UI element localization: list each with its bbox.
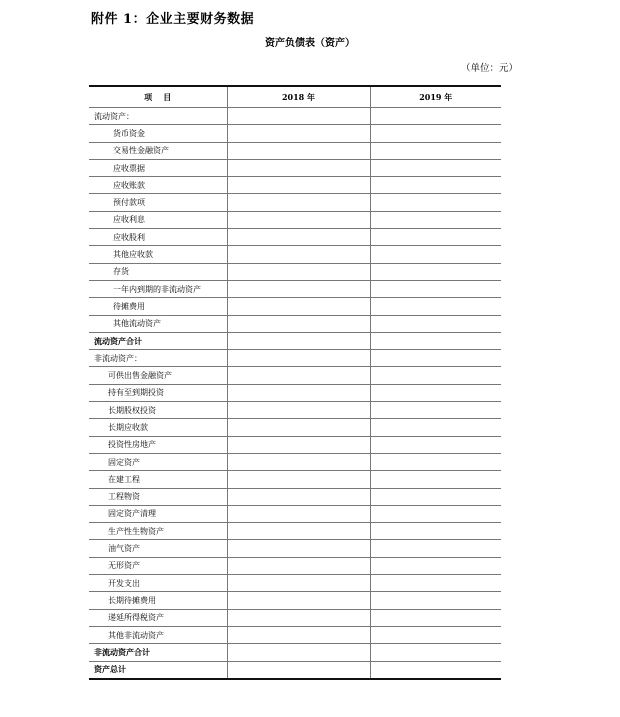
table-row (89, 540, 501, 557)
cell-2018[interactable] (227, 246, 370, 263)
table-row (89, 177, 501, 194)
table-row (89, 557, 501, 574)
table-row (89, 644, 501, 661)
cell-2019[interactable] (370, 402, 501, 419)
annex-title: 附件 1：企业主要财务数据 (91, 12, 255, 27)
cell-2019[interactable] (370, 315, 501, 332)
cell-2018[interactable] (227, 350, 370, 367)
table-row (89, 159, 501, 176)
table-row (89, 626, 501, 643)
cell-2018[interactable] (227, 315, 370, 332)
row-label: 流动资产： (89, 108, 227, 125)
cell-2019[interactable] (370, 229, 501, 246)
row-label: 长期股权投资 (89, 402, 227, 419)
table-row (89, 488, 501, 505)
cell-2018[interactable] (227, 453, 370, 470)
table-row (89, 523, 501, 540)
table-row (89, 419, 501, 436)
cell-2019[interactable] (370, 280, 501, 297)
cell-2018[interactable] (227, 488, 370, 505)
cell-2018[interactable] (227, 229, 370, 246)
row-label: 生产性生物资产 (89, 523, 227, 540)
column-header-2019: 2019 年 (370, 86, 501, 108)
cell-2018[interactable] (227, 384, 370, 401)
table-row (89, 108, 501, 125)
row-label: 待摊费用 (89, 298, 227, 315)
cell-2018[interactable] (227, 263, 370, 280)
cell-2018[interactable] (227, 523, 370, 540)
cell-2019[interactable] (370, 159, 501, 176)
cell-2019[interactable] (370, 609, 501, 626)
row-label: 资产总计 (89, 661, 227, 679)
row-label: 固定资产 (89, 453, 227, 470)
table-row (89, 332, 501, 349)
cell-2018[interactable] (227, 436, 370, 453)
row-label: 在建工程 (89, 471, 227, 488)
cell-2019[interactable] (370, 592, 501, 609)
table-row (89, 125, 501, 142)
table-row (89, 246, 501, 263)
table-row (89, 350, 501, 367)
cell-2019[interactable] (370, 453, 501, 470)
cell-2018[interactable] (227, 280, 370, 297)
row-label: 应收股利 (89, 229, 227, 246)
cell-2019[interactable] (370, 177, 501, 194)
table-row (89, 453, 501, 470)
row-label: 流动资产合计 (89, 332, 227, 349)
cell-2018[interactable] (227, 471, 370, 488)
row-label: 存货 (89, 263, 227, 280)
row-label: 一年内到期的非流动资产 (89, 280, 227, 297)
table-row (89, 436, 501, 453)
cell-2018[interactable] (227, 419, 370, 436)
table-row (89, 367, 501, 384)
cell-2019[interactable] (370, 142, 501, 159)
cell-2019[interactable] (370, 194, 501, 211)
table-row (89, 280, 501, 297)
cell-2019[interactable] (370, 419, 501, 436)
table-row (89, 402, 501, 419)
cell-2019[interactable] (370, 246, 501, 263)
cell-2019[interactable] (370, 540, 501, 557)
cell-2019[interactable] (370, 125, 501, 142)
cell-2019[interactable] (370, 350, 501, 367)
cell-2018[interactable] (227, 505, 370, 522)
cell-2019[interactable] (370, 367, 501, 384)
row-label: 其他非流动资产 (89, 626, 227, 643)
cell-2018[interactable] (227, 108, 370, 125)
cell-2019[interactable] (370, 557, 501, 574)
row-label: 无形资产 (89, 557, 227, 574)
cell-2018[interactable] (227, 298, 370, 315)
row-label: 长期待摊费用 (89, 592, 227, 609)
column-header-item: 项 目 (89, 86, 227, 108)
table-header-row (89, 86, 501, 108)
cell-2018[interactable] (227, 644, 370, 661)
row-label: 递延所得税资产 (89, 609, 227, 626)
cell-2019[interactable] (370, 471, 501, 488)
cell-2019[interactable] (370, 661, 501, 679)
table-title: 资产负债表（资产） (265, 38, 355, 49)
unit-label: （单位：元） (460, 63, 518, 74)
cell-2019[interactable] (370, 436, 501, 453)
cell-2019[interactable] (370, 523, 501, 540)
table-row (89, 471, 501, 488)
row-label: 油气资产 (89, 540, 227, 557)
table-row (89, 194, 501, 211)
cell-2018[interactable] (227, 592, 370, 609)
row-label: 其他流动资产 (89, 315, 227, 332)
balance-sheet-table (89, 85, 501, 680)
cell-2018[interactable] (227, 367, 370, 384)
cell-2018[interactable] (227, 125, 370, 142)
cell-2018[interactable] (227, 609, 370, 626)
cell-2018[interactable] (227, 194, 370, 211)
table-row (89, 575, 501, 592)
cell-2019[interactable] (370, 626, 501, 643)
table-row (89, 609, 501, 626)
column-header-2018: 2018 年 (227, 86, 370, 108)
cell-2019[interactable] (370, 108, 501, 125)
row-label: 预付款项 (89, 194, 227, 211)
cell-2018[interactable] (227, 557, 370, 574)
row-label: 持有至到期投资 (89, 384, 227, 401)
table-row (89, 142, 501, 159)
row-label: 可供出售金融资产 (89, 367, 227, 384)
table-row (89, 298, 501, 315)
cell-2019[interactable] (370, 298, 501, 315)
row-label: 其他应收款 (89, 246, 227, 263)
table-body (89, 108, 501, 679)
row-label: 应收账款 (89, 177, 227, 194)
cell-2018[interactable] (227, 142, 370, 159)
row-label: 应收利息 (89, 211, 227, 228)
table-row (89, 505, 501, 522)
cell-2018[interactable] (227, 575, 370, 592)
table-row (89, 315, 501, 332)
cell-2019[interactable] (370, 575, 501, 592)
cell-2018[interactable] (227, 211, 370, 228)
cell-2019[interactable] (370, 332, 501, 349)
cell-2019[interactable] (370, 505, 501, 522)
row-label: 非流动资产合计 (89, 644, 227, 661)
cell-2019[interactable] (370, 384, 501, 401)
row-label: 开发支出 (89, 575, 227, 592)
row-label: 长期应收款 (89, 419, 227, 436)
table-row (89, 229, 501, 246)
row-label: 应收票据 (89, 159, 227, 176)
cell-2018[interactable] (227, 332, 370, 349)
table-row (89, 211, 501, 228)
cell-2019[interactable] (370, 211, 501, 228)
cell-2018[interactable] (227, 626, 370, 643)
cell-2019[interactable] (370, 488, 501, 505)
table-row (89, 263, 501, 280)
row-label: 投资性房地产 (89, 436, 227, 453)
table-row (89, 384, 501, 401)
cell-2018[interactable] (227, 402, 370, 419)
cell-2018[interactable] (227, 177, 370, 194)
row-label: 固定资产清理 (89, 505, 227, 522)
cell-2018[interactable] (227, 159, 370, 176)
cell-2018[interactable] (227, 661, 370, 679)
cell-2019[interactable] (370, 644, 501, 661)
cell-2019[interactable] (370, 263, 501, 280)
table-row (89, 592, 501, 609)
row-label: 交易性金融资产 (89, 142, 227, 159)
row-label: 货币资金 (89, 125, 227, 142)
table-row (89, 661, 501, 679)
row-label: 非流动资产： (89, 350, 227, 367)
row-label: 工程物资 (89, 488, 227, 505)
cell-2018[interactable] (227, 540, 370, 557)
